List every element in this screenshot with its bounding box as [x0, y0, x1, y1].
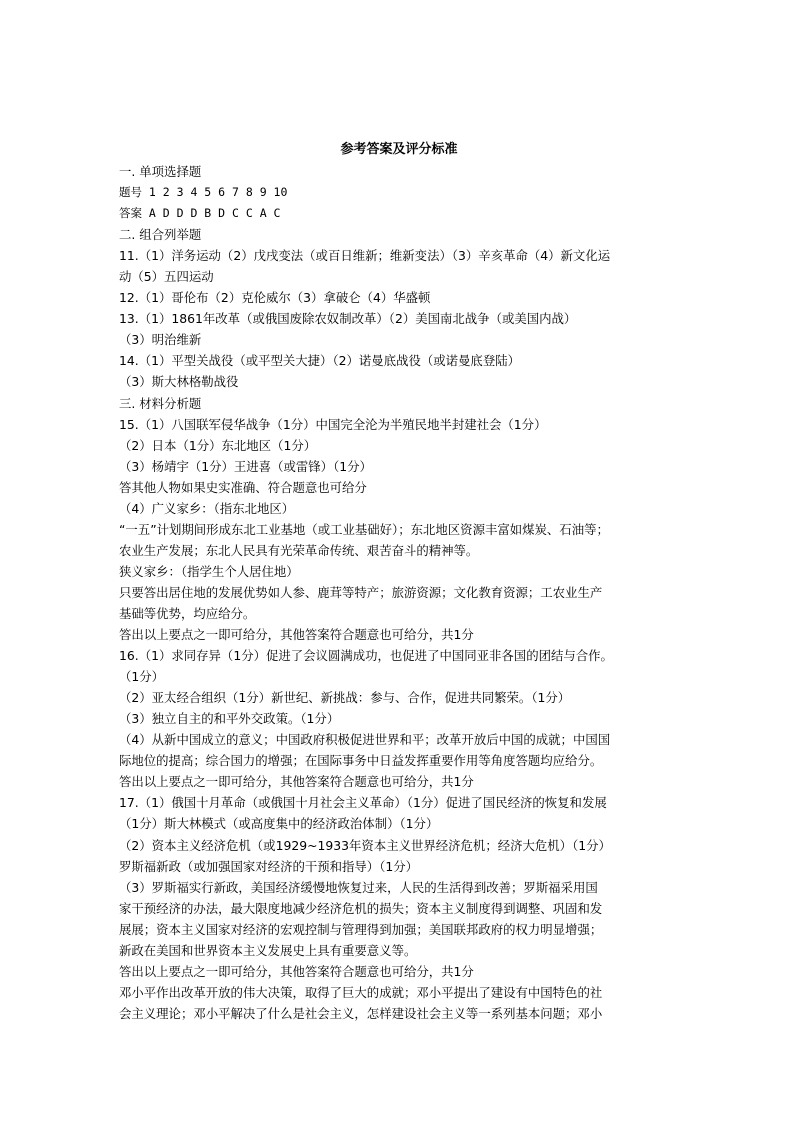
document-line: 12.（1）哥伦布（2）克伦威尔（3）拿破仑（4）华盛顿 [119, 290, 431, 306]
document-line: 动（5）五四运动 [119, 269, 214, 285]
document-line: 17.（1）俄国十月革命（或俄国十月社会主义革命）（1分）促进了国民经济的恢复和发展 [119, 795, 607, 811]
document-line: 狭义家乡：（指学生个人居住地） [119, 563, 299, 579]
document-line: （2）日本（1分）东北地区（1分） [119, 437, 317, 453]
document-line: 答案 A D D D B D C C A C [119, 206, 281, 221]
document-line: （2）亚太经合组织（1分）新世纪、新挑战：参与、合作，促进共同繁荣。（1分） [119, 690, 571, 706]
document-line: 会主义理论；邓小平解决了什么是社会主义，怎样建设社会主义等一系列基本问题；邓小 [119, 1005, 603, 1021]
document-line: 答其他人物如果史实准确、符合题意也可给分 [119, 479, 367, 495]
document-title: 参考答案及评分标准 [340, 142, 458, 157]
document-line: 答出以上要点之一即可给分，其他答案符合题意也可给分，共1分 [119, 963, 474, 979]
document-line: 家干预经济的办法，最大限度地减少经济危机的损失；资本主义制度得到调整、巩固和发 [119, 900, 603, 916]
document-line: （3）罗斯福实行新政，美国经济缓慢地恢复过来，人民的生活得到改善；罗斯福采用国 [119, 879, 598, 895]
document-line: 邓小平作出改革开放的伟大决策，取得了巨大的成就；邓小平提出了建设有中国特色的社 [119, 984, 603, 1000]
document-line: 农业生产发展；东北人民具有光荣革命传统、艰苦奋斗的精神等。 [119, 542, 479, 558]
answer-document [119, 140, 679, 1024]
document-line: 11.（1）洋务运动（2）戊戌变法（或百日维新；维新变法）（3）辛亥革命（4）新文化运 [119, 248, 611, 264]
document-line: （4）从新中国成立的意义；中国政府积极促进世界和平；改革开放后中国的成就；中国国 [119, 732, 611, 748]
document-line: 基础等优势，均应给分。 [119, 605, 256, 621]
document-line: （1分）斯大林模式（或高度集中的经济政治体制）（1分） [119, 816, 439, 832]
document-line: （3）斯大林格勒战役 [119, 374, 239, 390]
document-line: （1分） [119, 669, 165, 685]
document-line: 新政在美国和世界资本主义发展史上具有重要意义等。 [119, 942, 417, 958]
document-line: （2）资本主义经济危机（或1929~1933年资本主义世界经济危机；经济大危机）（1分） [119, 837, 611, 853]
document-line: 展展；资本主义国家对经济的宏观控制与管理得到加强；美国联邦政府的权力明显增强； [119, 921, 603, 937]
document-line: 14.（1）平型关战役（或平型关大捷）（2）诺曼底战役（或诺曼底登陆） [119, 353, 520, 369]
document-line: （4）广义家乡：（指东北地区） [119, 500, 295, 516]
document-line: 只要答出居住地的发展优势如人参、鹿茸等特产；旅游资源；文化教育资源；工农业生产 [119, 584, 603, 600]
document-line: （3）明治维新 [119, 332, 202, 348]
document-line: 际地位的提高；综合国力的增强；在国际事务中日益发挥重要作用等角度答题均应给分。 [119, 753, 603, 769]
document-line: （3）杨靖宇（1分）王进喜（或雷锋）（1分） [119, 458, 372, 474]
document-line: 答出以上要点之一即可给分，其他答案符合题意也可给分，共1分 [119, 627, 474, 643]
document-body [119, 161, 679, 1024]
document-line: 二. 组合列举题 [119, 227, 202, 243]
document-line: 罗斯福新政（或加强国家对经济的干预和指导）（1分） [119, 858, 419, 874]
document-line: 题号 1 2 3 4 5 6 7 8 9 10 [119, 185, 288, 200]
document-line: （3）独立自主的和平外交政策。（1分） [119, 711, 340, 727]
document-line: 答出以上要点之一即可给分，其他答案符合题意也可给分，共1分 [119, 774, 474, 790]
document-line: 三. 材料分析题 [119, 395, 202, 411]
document-line: 13.（1）1861年改革（或俄国废除农奴制改革）（2）美国南北战争（或美国内战） [119, 311, 577, 327]
document-line: 16.（1）求同存异（1分）促进了会议圆满成功，也促进了中国同亚非各国的团结与合作。 [119, 648, 613, 664]
document-line: 15.（1）八国联军侵华战争（1分）中国完全沦为半殖民地半封建社会（1分） [119, 416, 547, 432]
document-line: “一五”计划期间形成东北工业基地（或工业基础好）；东北地区资源丰富如煤炭、石油等； [119, 521, 609, 537]
document-line: 一. 单项选择题 [119, 164, 202, 179]
